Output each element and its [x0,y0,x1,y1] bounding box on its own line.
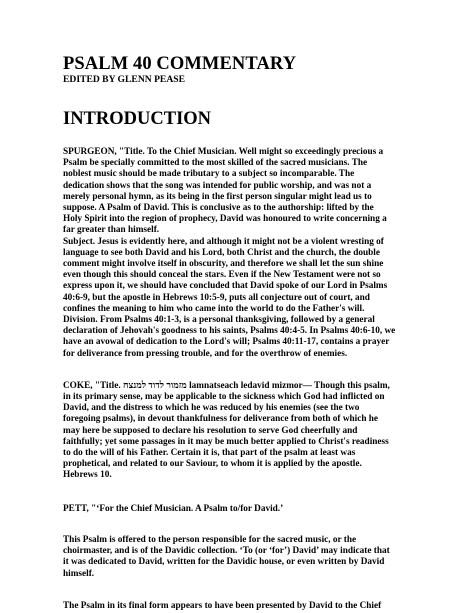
document-editor: EDITED BY GLENN PEASE [63,74,185,85]
text-line: language to see both David and his Lord, both Christ and the church, the double [63,247,380,258]
spurgeon-paragraph [63,147,445,360]
text-line: for deliverance from pressing trouble, and for the overthrow of enemies. [63,348,348,359]
text-line: comment might involve itself in obscurity, and therefore we shall let the sun shine [63,259,384,270]
text-line: even though this should conceal the stars. Even if the New Testament were not so [63,270,381,281]
pett-offered-paragraph [63,535,445,580]
text-line: foregoing psalms), in devout thankfulness for deliverance from both of which he [63,414,379,425]
section-heading: INTRODUCTION [63,109,212,129]
text-line: noblest music should be made tributary to a subject so incomparable. The [63,169,355,180]
text-line: to do the will of his Father. Certain it is, that part of the psalm at least was [63,448,356,459]
text-line: COKE, "Title. מזמור לדוד למנצח lamnatseach ledavid mizmor— Though this psalm, [63,380,390,391]
text-line: This Psalm is offered to the person responsible for the sacred music, or the [63,534,357,545]
text-line: far greater than himself. [63,225,160,236]
pett-heading-paragraph [63,504,445,515]
text-line: Subject. Jesus is evidently here, and although it might not be a violent wresting of [63,236,384,247]
text-line: dedication shows that the song was intended for public worship, and was not a [63,180,372,191]
text-line: suppose. A Psalm of David. This is conclusive as to the authorship: lifted by the [63,203,374,214]
text-line: Hebrews 10. [63,470,112,481]
text-line: PETT, "‘For the Chief Musician. A Psalm to/for David.’ [63,503,284,514]
text-line: declaration of Jehovah's goodness to his saints, Psalms 40:4-5. In Psalms 40:6-10, we [63,326,396,337]
text-line: merely personal hymn, as its being in the first person singular might lead us to [63,191,372,202]
text-line: Division. From Psalms 40:1-3, is a personal thanksgiving, followed by a general [63,315,375,326]
text-line: it was dedicated to David, written for the Davidic house, or even written by David [63,557,385,568]
text-line: 40:6-9, but the apostle in Hebrews 10:5-9, puts all conjecture out of court, and [63,292,370,303]
text-line: SPURGEON, "Title. To the Chief Musician. Well might so exceedingly precious a [63,147,384,157]
text-line: faithfully; yet some passages in it may be much better applied to Christ's readiness [63,436,389,447]
pett-final-paragraph [63,601,445,612]
coke-paragraph [63,381,445,482]
text-line: himself. [63,568,95,579]
text-line: David, and the distress to which he was reduced by his enemies (see the two [63,403,360,414]
text-line: have an avowal of dedication to the Lord's will; Psalms 40:11-17, contains a prayer [63,337,390,348]
text-line: Holy Spirit into the region of prophecy, David was honoured to write concerning a [63,214,387,225]
document-title: PSALM 40 COMMENTARY [63,54,297,74]
document-page [63,54,445,612]
text-line: choirmaster, and is of the Davidic collection. ‘To (or ‘for’) David’ may indicate that [63,546,390,557]
text-line: The Psalm in its final form appears to have been presented by David to the Chief [63,600,382,611]
text-line: confines the meaning to him who came into the world to do the Father's will. [63,303,365,314]
text-line: express upon it, we should have concluded that David spoke of our Lord in Psalms [63,281,388,292]
text-line: in its primary sense, may be applicable to the sickness which God had inflicted on [63,392,385,403]
text-line: prophetical, and related to our Saviour, to whom it is applied by the apostle. [63,459,362,470]
text-line: may here be supposed to declare his resolution to serve God cheerfully and [63,425,358,436]
text-line: Psalm be specially committed to the most skilled of the sacred musicians. The [63,158,368,169]
